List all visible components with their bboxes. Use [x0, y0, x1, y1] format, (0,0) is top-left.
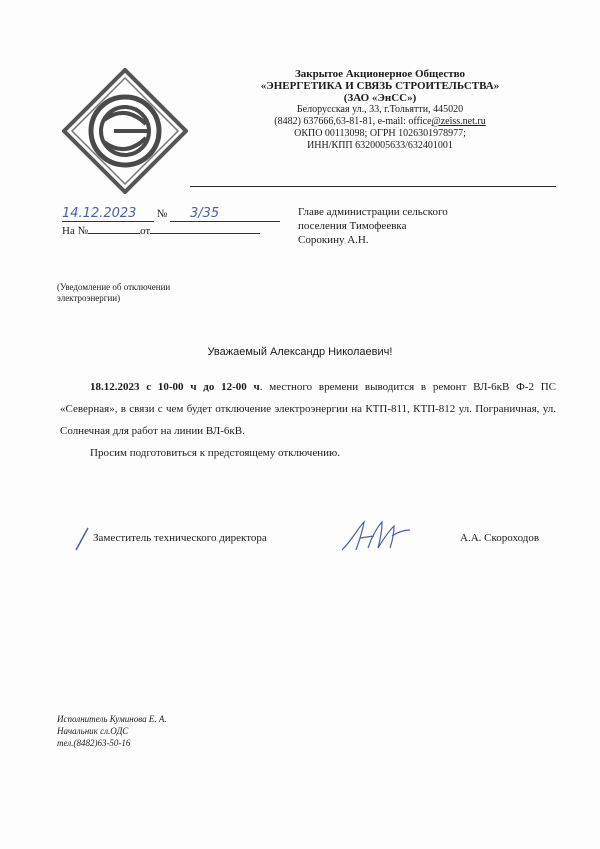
handwritten-signature — [338, 518, 414, 554]
letter-body — [60, 376, 556, 464]
salutation: Уважаемый Александр Николаевич! — [207, 346, 393, 358]
addressee-line: поселения Тимофеевка — [298, 220, 407, 232]
email-link[interactable]: @zeiss.net.ru — [431, 116, 486, 127]
addressee — [298, 205, 528, 247]
header-divider — [190, 186, 556, 187]
outage-time: 18.12.2023 с 10-00 ч до 12-00 ч — [90, 381, 260, 393]
body-paragraph: Просим подготовиться к предстоящему отключению. — [90, 447, 340, 459]
company-okpo: ОКПО 00113098; ОГРН 1026301978977; — [294, 128, 466, 139]
in-reply-number-blank — [88, 222, 140, 234]
executor-info — [57, 713, 167, 749]
registration-block — [62, 206, 280, 238]
reg-row-incoming — [62, 222, 280, 238]
from-label: от — [140, 225, 151, 237]
signatory-title: Заместитель технического директора — [93, 532, 267, 544]
subject-line: (Уведомление об отключении — [57, 282, 171, 292]
company-contacts — [230, 116, 530, 128]
company-address: Белорусская ул., 33, г.Тольятти, 445020 — [296, 104, 464, 115]
subject — [57, 282, 227, 304]
company-short-name: (ЗАО «ЭнСС») — [343, 92, 417, 104]
company-type: Закрытое Акционерное Общество — [294, 68, 466, 80]
company-name: «ЭНЕРГЕТИКА И СВЯЗЬ СТРОИТЕЛЬСТВА» — [260, 80, 500, 92]
signatory-name: А.А. Скороходов — [460, 532, 540, 544]
executor-name: Исполнитель Куминова Е. А. — [57, 714, 167, 724]
outgoing-date: 14.12.2023 — [62, 206, 154, 222]
company-phone: (8482) 637666,63-81-81, e-mail: office — [274, 116, 432, 127]
addressee-line: Главе администрации сельского — [298, 206, 448, 218]
outgoing-number: 3/35 — [170, 206, 280, 222]
executor-phone: тел.(8482)63-50-16 — [57, 738, 131, 748]
subject-line: электроэнергии) — [57, 293, 121, 303]
signature-mark-icon — [74, 526, 90, 552]
outage-details: . местного времени выводится в ремонт ВЛ-6кВ Ф-2 ПС «Северная», в связи с чем будет отключение электроэнергии на КТП-811, КТП-812 ул. Пограничная, ул. Солнечная для работ на линии ВЛ-6кВ. — [60, 381, 557, 437]
addressee-line: Сорокину А.Н. — [298, 234, 369, 246]
body-paragraph — [60, 376, 556, 442]
in-reply-label: На № — [62, 225, 89, 237]
reg-row-outgoing — [62, 206, 280, 222]
company-inn: ИНН/КПП 6320005633/632401001 — [307, 140, 453, 151]
number-label: № — [156, 208, 168, 220]
company-header — [230, 68, 530, 152]
in-reply-date-blank — [150, 222, 260, 234]
executor-position: Начальник сл.ОДС — [57, 726, 129, 736]
company-logo-icon — [62, 68, 188, 194]
